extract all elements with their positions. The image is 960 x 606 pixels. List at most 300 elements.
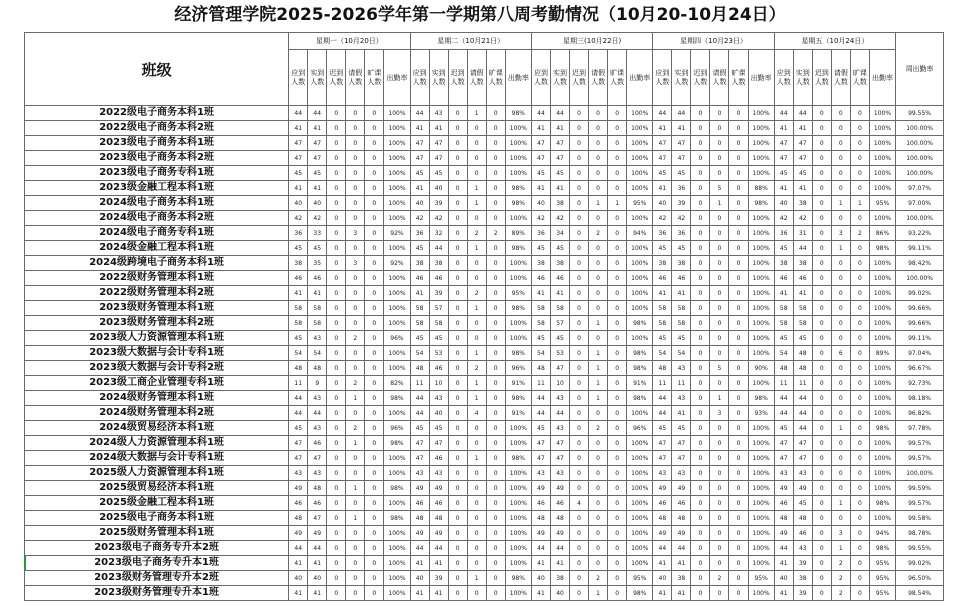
day-rate-cell: 94% — [869, 526, 895, 541]
count-cell: 47 — [653, 451, 672, 466]
attendance-sheet — [24, 32, 944, 601]
count-cell: 0 — [327, 121, 346, 136]
count-cell: 0 — [831, 301, 850, 316]
count-cell: 42 — [429, 211, 448, 226]
count-cell: 0 — [710, 166, 729, 181]
count-cell: 0 — [327, 376, 346, 391]
table-row — [25, 526, 944, 541]
count-cell: 0 — [812, 361, 831, 376]
day-rate-cell: 100% — [869, 151, 895, 166]
count-cell: 49 — [289, 526, 308, 541]
subcolumn-header: 实到人数 — [672, 50, 691, 106]
count-cell: 0 — [570, 421, 589, 436]
count-cell: 45 — [289, 241, 308, 256]
count-cell: 0 — [729, 166, 748, 181]
count-cell: 0 — [812, 106, 831, 121]
count-cell: 0 — [346, 466, 365, 481]
count-cell: 48 — [308, 481, 327, 496]
count-cell: 0 — [346, 406, 365, 421]
count-cell: 2 — [589, 571, 608, 586]
count-cell: 0 — [365, 256, 384, 271]
table-row — [25, 316, 944, 331]
table-row — [25, 121, 944, 136]
count-cell: 48 — [289, 511, 308, 526]
count-cell: 0 — [570, 256, 589, 271]
count-cell: 44 — [308, 541, 327, 556]
count-cell: 43 — [289, 466, 308, 481]
count-cell: 48 — [653, 511, 672, 526]
subcolumn-header: 实到人数 — [429, 50, 448, 106]
count-cell: 0 — [831, 106, 850, 121]
count-cell: 0 — [608, 586, 627, 601]
count-cell: 2 — [589, 226, 608, 241]
count-cell: 0 — [570, 406, 589, 421]
count-cell: 49 — [531, 481, 550, 496]
count-cell: 46 — [429, 451, 448, 466]
count-cell: 1 — [831, 241, 850, 256]
count-cell: 11 — [289, 376, 308, 391]
count-cell: 38 — [551, 256, 570, 271]
count-cell: 0 — [570, 196, 589, 211]
day-rate-cell: 100% — [384, 271, 410, 286]
count-cell: 0 — [486, 241, 505, 256]
count-cell: 48 — [531, 361, 550, 376]
count-cell: 2 — [346, 331, 365, 346]
week-rate-cell: 99.59% — [896, 481, 944, 496]
count-cell: 2 — [589, 421, 608, 436]
count-cell: 0 — [691, 406, 710, 421]
count-cell: 0 — [467, 481, 486, 496]
count-cell: 0 — [327, 196, 346, 211]
day-rate-cell: 100% — [748, 151, 774, 166]
count-cell: 45 — [653, 421, 672, 436]
count-cell: 0 — [346, 211, 365, 226]
count-cell: 38 — [289, 256, 308, 271]
count-cell: 43 — [429, 466, 448, 481]
count-cell: 0 — [608, 271, 627, 286]
week-rate-cell: 98.78% — [896, 526, 944, 541]
day-rate-cell: 91% — [505, 376, 531, 391]
class-name-cell: 2025级人力资源管理本科1班 — [25, 466, 289, 481]
count-cell: 45 — [289, 421, 308, 436]
count-cell: 0 — [691, 136, 710, 151]
count-cell: 0 — [486, 361, 505, 376]
day-rate-cell: 100% — [748, 271, 774, 286]
day-rate-cell: 100% — [748, 226, 774, 241]
day-rate-cell: 98% — [505, 241, 531, 256]
table-row — [25, 181, 944, 196]
count-cell: 0 — [486, 376, 505, 391]
rate-header: 出勤率 — [869, 50, 895, 106]
count-cell: 47 — [551, 361, 570, 376]
count-cell: 44 — [289, 541, 308, 556]
count-cell: 47 — [429, 436, 448, 451]
count-cell: 0 — [327, 331, 346, 346]
day-rate-cell: 100% — [384, 316, 410, 331]
day-rate-cell: 100% — [748, 256, 774, 271]
table-row — [25, 556, 944, 571]
count-cell: 0 — [486, 541, 505, 556]
day-rate-cell: 100% — [627, 271, 653, 286]
day-rate-cell: 100% — [627, 106, 653, 121]
count-cell: 40 — [289, 196, 308, 211]
count-cell: 0 — [729, 586, 748, 601]
count-cell: 0 — [327, 166, 346, 181]
count-cell: 41 — [531, 121, 550, 136]
count-cell: 54 — [653, 346, 672, 361]
day-rate-cell: 100% — [627, 481, 653, 496]
count-cell: 46 — [793, 526, 812, 541]
count-cell: 47 — [774, 136, 793, 151]
count-cell: 0 — [608, 556, 627, 571]
count-cell: 41 — [672, 406, 691, 421]
count-cell: 0 — [346, 496, 365, 511]
count-cell: 0 — [729, 391, 748, 406]
count-cell: 0 — [831, 376, 850, 391]
count-cell: 36 — [672, 181, 691, 196]
count-cell: 45 — [551, 331, 570, 346]
count-cell: 42 — [774, 211, 793, 226]
class-name-cell: 2023级大数据与会计专科1班 — [25, 346, 289, 361]
count-cell: 47 — [653, 136, 672, 151]
count-cell: 39 — [429, 196, 448, 211]
count-cell: 0 — [327, 466, 346, 481]
count-cell: 38 — [410, 256, 429, 271]
day-rate-cell: 100% — [748, 136, 774, 151]
count-cell: 0 — [691, 466, 710, 481]
rate-header: 出勤率 — [627, 50, 653, 106]
count-cell: 41 — [653, 181, 672, 196]
count-cell: 0 — [850, 271, 869, 286]
week-rate-cell: 99.11% — [896, 331, 944, 346]
count-cell: 0 — [467, 511, 486, 526]
count-cell: 0 — [467, 436, 486, 451]
count-cell: 38 — [672, 256, 691, 271]
count-cell: 49 — [672, 481, 691, 496]
day-rate-cell: 100% — [869, 481, 895, 496]
count-cell: 49 — [793, 481, 812, 496]
count-cell: 47 — [793, 151, 812, 166]
count-cell: 0 — [327, 286, 346, 301]
count-cell: 0 — [467, 466, 486, 481]
count-cell: 6 — [831, 346, 850, 361]
count-cell: 43 — [793, 541, 812, 556]
count-cell: 0 — [608, 436, 627, 451]
count-cell: 47 — [531, 436, 550, 451]
count-cell: 0 — [365, 541, 384, 556]
class-name-cell: 2022级财务管理本科1班 — [25, 271, 289, 286]
count-cell: 0 — [812, 346, 831, 361]
count-cell: 0 — [570, 511, 589, 526]
day-rate-cell: 100% — [748, 331, 774, 346]
count-cell: 0 — [486, 301, 505, 316]
table-row — [25, 196, 944, 211]
count-cell: 0 — [486, 256, 505, 271]
count-cell: 0 — [346, 196, 365, 211]
count-cell: 44 — [410, 106, 429, 121]
count-cell: 0 — [691, 286, 710, 301]
count-cell: 45 — [429, 421, 448, 436]
count-cell: 0 — [346, 346, 365, 361]
count-cell: 40 — [653, 196, 672, 211]
day-rate-cell: 100% — [627, 301, 653, 316]
count-cell: 58 — [672, 301, 691, 316]
count-cell: 0 — [850, 151, 869, 166]
count-cell: 44 — [551, 406, 570, 421]
count-cell: 0 — [608, 391, 627, 406]
count-cell: 0 — [448, 346, 467, 361]
subcolumn-header: 旷课人数 — [486, 50, 505, 106]
day-rate-cell: 100% — [384, 586, 410, 601]
count-cell: 0 — [467, 271, 486, 286]
count-cell: 42 — [793, 211, 812, 226]
count-cell: 0 — [486, 421, 505, 436]
count-cell: 49 — [289, 481, 308, 496]
count-cell: 47 — [774, 436, 793, 451]
rate-header: 出勤率 — [505, 50, 531, 106]
count-cell: 45 — [289, 331, 308, 346]
count-cell: 0 — [327, 496, 346, 511]
count-cell: 0 — [608, 226, 627, 241]
day-rate-cell: 100% — [384, 346, 410, 361]
subcolumn-header: 迟到人数 — [327, 50, 346, 106]
count-cell: 0 — [448, 301, 467, 316]
count-cell: 0 — [486, 346, 505, 361]
count-cell: 40 — [429, 406, 448, 421]
count-cell: 0 — [327, 421, 346, 436]
count-cell: 0 — [467, 166, 486, 181]
count-cell: 58 — [653, 316, 672, 331]
count-cell: 46 — [653, 496, 672, 511]
day-rate-cell: 100% — [505, 421, 531, 436]
count-cell: 44 — [410, 541, 429, 556]
day-rate-cell: 100% — [627, 241, 653, 256]
count-cell: 58 — [774, 316, 793, 331]
day-rate-cell: 89% — [869, 346, 895, 361]
count-cell: 0 — [850, 496, 869, 511]
count-cell: 49 — [653, 526, 672, 541]
count-cell: 0 — [608, 286, 627, 301]
count-cell: 0 — [729, 301, 748, 316]
count-cell: 46 — [672, 271, 691, 286]
count-cell: 2 — [850, 226, 869, 241]
count-cell: 44 — [289, 106, 308, 121]
count-cell: 45 — [653, 166, 672, 181]
day-rate-cell: 98% — [869, 241, 895, 256]
count-cell: 0 — [570, 481, 589, 496]
count-cell: 45 — [410, 241, 429, 256]
count-cell: 40 — [531, 196, 550, 211]
day-rate-cell: 91% — [505, 406, 531, 421]
day-rate-cell: 100% — [748, 211, 774, 226]
count-cell: 0 — [608, 406, 627, 421]
count-cell: 0 — [691, 421, 710, 436]
count-cell: 0 — [710, 316, 729, 331]
count-cell: 0 — [570, 541, 589, 556]
count-cell: 0 — [346, 121, 365, 136]
day-rate-cell: 100% — [748, 316, 774, 331]
count-cell: 0 — [691, 196, 710, 211]
day-header: 星期二（10月21日） — [410, 33, 531, 50]
count-cell: 0 — [850, 346, 869, 361]
count-cell: 47 — [410, 436, 429, 451]
count-cell: 47 — [793, 451, 812, 466]
count-cell: 0 — [365, 301, 384, 316]
count-cell: 0 — [346, 571, 365, 586]
count-cell: 0 — [608, 316, 627, 331]
day-rate-cell: 96% — [384, 421, 410, 436]
count-cell: 42 — [551, 211, 570, 226]
count-cell: 0 — [831, 121, 850, 136]
count-cell: 47 — [774, 151, 793, 166]
count-cell: 43 — [410, 466, 429, 481]
week-rate-cell: 97.04% — [896, 346, 944, 361]
count-cell: 49 — [774, 481, 793, 496]
count-cell: 44 — [531, 541, 550, 556]
count-cell: 48 — [410, 511, 429, 526]
count-cell: 41 — [551, 556, 570, 571]
count-cell: 0 — [467, 316, 486, 331]
subcolumn-header: 请假人数 — [831, 50, 850, 106]
count-cell: 11 — [531, 376, 550, 391]
count-cell: 0 — [589, 496, 608, 511]
count-cell: 0 — [691, 526, 710, 541]
count-cell: 41 — [289, 556, 308, 571]
table-row — [25, 391, 944, 406]
count-cell: 54 — [531, 346, 550, 361]
count-cell: 43 — [551, 466, 570, 481]
count-cell: 40 — [289, 571, 308, 586]
count-cell: 0 — [346, 241, 365, 256]
count-cell: 44 — [551, 541, 570, 556]
day-rate-cell: 98% — [627, 316, 653, 331]
count-cell: 0 — [448, 556, 467, 571]
count-cell: 0 — [346, 181, 365, 196]
count-cell: 0 — [710, 496, 729, 511]
count-cell: 0 — [365, 196, 384, 211]
count-cell: 0 — [691, 256, 710, 271]
class-name-cell: 2024级电子商务本科2班 — [25, 211, 289, 226]
table-row — [25, 256, 944, 271]
count-cell: 0 — [850, 211, 869, 226]
count-cell: 2 — [710, 571, 729, 586]
subcolumn-header: 应到人数 — [410, 50, 429, 106]
count-cell: 0 — [486, 196, 505, 211]
class-name-cell: 2023级金融工程本科1班 — [25, 181, 289, 196]
count-cell: 41 — [308, 556, 327, 571]
week-rate-cell: 98.18% — [896, 391, 944, 406]
subcolumn-header: 迟到人数 — [691, 50, 710, 106]
day-rate-cell: 100% — [748, 451, 774, 466]
table-row — [25, 586, 944, 601]
count-cell: 1 — [467, 346, 486, 361]
count-cell: 0 — [831, 406, 850, 421]
week-rate-cell: 97.07% — [896, 181, 944, 196]
count-cell: 58 — [308, 301, 327, 316]
day-rate-cell: 100% — [505, 151, 531, 166]
count-cell: 0 — [448, 451, 467, 466]
count-cell: 41 — [289, 586, 308, 601]
count-cell: 44 — [429, 541, 448, 556]
count-cell: 47 — [410, 451, 429, 466]
count-cell: 41 — [774, 556, 793, 571]
day-rate-cell: 100% — [748, 166, 774, 181]
count-cell: 38 — [653, 256, 672, 271]
count-cell: 0 — [486, 511, 505, 526]
count-cell: 44 — [653, 391, 672, 406]
day-rate-cell: 100% — [748, 106, 774, 121]
count-cell: 58 — [774, 301, 793, 316]
count-cell: 0 — [831, 511, 850, 526]
count-cell: 0 — [691, 391, 710, 406]
count-cell: 0 — [346, 556, 365, 571]
count-cell: 0 — [486, 331, 505, 346]
count-cell: 41 — [410, 181, 429, 196]
day-rate-cell: 100% — [748, 346, 774, 361]
day-header: 星期一（10月20日） — [289, 33, 410, 50]
count-cell: 0 — [729, 406, 748, 421]
count-cell: 38 — [672, 571, 691, 586]
count-cell: 10 — [551, 376, 570, 391]
day-rate-cell: 100% — [505, 271, 531, 286]
count-cell: 0 — [467, 211, 486, 226]
count-cell: 0 — [729, 136, 748, 151]
count-cell: 54 — [308, 346, 327, 361]
count-cell: 1 — [589, 361, 608, 376]
count-cell: 38 — [793, 196, 812, 211]
count-cell: 0 — [327, 406, 346, 421]
week-rate-cell: 97.00% — [896, 196, 944, 211]
day-rate-cell: 100% — [869, 511, 895, 526]
count-cell: 0 — [710, 331, 729, 346]
count-cell: 0 — [831, 211, 850, 226]
count-cell: 0 — [346, 151, 365, 166]
count-cell: 1 — [831, 496, 850, 511]
count-cell: 0 — [729, 181, 748, 196]
count-cell: 41 — [308, 586, 327, 601]
class-name-cell: 2023级人力资源管理本科1班 — [25, 331, 289, 346]
count-cell: 0 — [448, 166, 467, 181]
day-rate-cell: 98% — [748, 391, 774, 406]
day-rate-cell: 100% — [748, 511, 774, 526]
week-rate-cell: 99.55% — [896, 106, 944, 121]
day-rate-cell: 100% — [748, 481, 774, 496]
count-cell: 47 — [774, 451, 793, 466]
count-cell: 0 — [327, 361, 346, 376]
count-cell: 0 — [486, 151, 505, 166]
count-cell: 0 — [850, 541, 869, 556]
count-cell: 0 — [710, 436, 729, 451]
count-cell: 0 — [710, 136, 729, 151]
class-name-cell: 2025级金融工程本科1班 — [25, 496, 289, 511]
class-name-cell: 2024级财务管理本科2班 — [25, 406, 289, 421]
count-cell: 0 — [589, 451, 608, 466]
count-cell: 0 — [365, 466, 384, 481]
count-cell: 3 — [831, 526, 850, 541]
count-cell: 0 — [850, 331, 869, 346]
count-cell: 42 — [672, 211, 691, 226]
count-cell: 0 — [448, 136, 467, 151]
count-cell: 0 — [467, 121, 486, 136]
week-rate-cell: 100.00% — [896, 211, 944, 226]
count-cell: 0 — [729, 121, 748, 136]
day-rate-cell: 100% — [505, 316, 531, 331]
week-rate-cell: 93.22% — [896, 226, 944, 241]
day-rate-cell: 98% — [627, 586, 653, 601]
day-rate-cell: 100% — [869, 211, 895, 226]
count-cell: 0 — [729, 256, 748, 271]
count-cell: 46 — [774, 496, 793, 511]
